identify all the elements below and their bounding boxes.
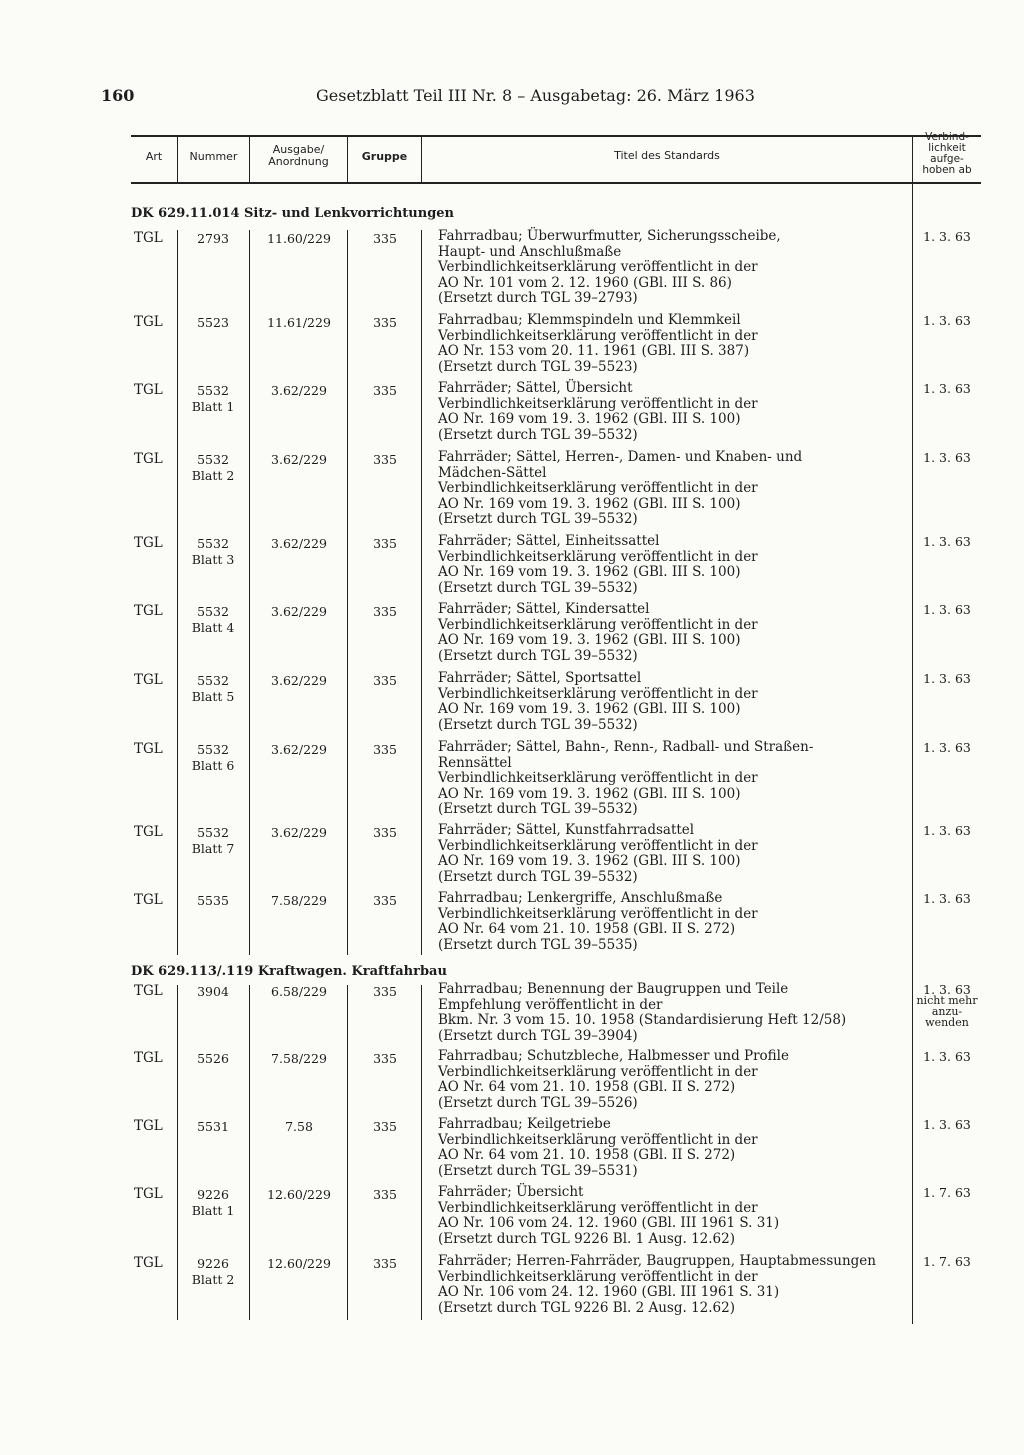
verb-date: 1. 3. 63 — [923, 823, 971, 838]
nummer-value: 2793 — [197, 231, 229, 246]
nummer-value: 5532 — [197, 383, 229, 398]
title-line: Fahrräder; Sättel, Herren-, Damen- und Knaben- und — [438, 449, 803, 465]
title-line: (Ersetzt durch TGL 39–5531) — [438, 1162, 638, 1179]
title-line: (Ersetzt durch TGL 39–5532) — [438, 868, 638, 885]
nummer-value: 9226 — [197, 1187, 229, 1202]
verbindlichkeit-cell — [912, 673, 982, 684]
blatt-value: Blatt 2 — [191, 1272, 235, 1287]
title-cell — [438, 891, 910, 953]
title-line: Fahrräder; Sättel, Übersicht — [438, 380, 633, 396]
gruppe-cell: 335 — [373, 893, 397, 908]
title-line: AO Nr. 169 vom 19. 3. 1962 (GBl. III S. 100) — [438, 632, 741, 649]
nummer-value: 5523 — [197, 315, 229, 330]
title-line: Fahrradbau; Benennung der Baugruppen und Teile — [438, 981, 789, 997]
ausgabe-cell: 7.58/229 — [271, 893, 327, 908]
ausgabe-cell: 3.62/229 — [271, 673, 327, 688]
title-line: Verbindlichkeitserklärung veröffentlicht in der — [438, 1268, 758, 1285]
nummer-cell — [180, 742, 246, 774]
title-line: Haupt- und Anschlußmaße — [438, 243, 622, 260]
title-line: AO Nr. 64 vom 21. 10. 1958 (GBl. II S. 272) — [438, 1147, 736, 1164]
verbindlichkeit-cell — [912, 984, 982, 1028]
verbindlichkeit-cell — [912, 231, 982, 242]
verb-date: 1. 3. 63 — [923, 982, 971, 997]
gruppe-cell: 335 — [373, 604, 397, 619]
title-line: (Ersetzt durch TGL 39–5532) — [438, 801, 638, 818]
title-cell — [438, 1117, 910, 1179]
verb-date: 1. 3. 63 — [923, 450, 971, 465]
verb-note: anzu- — [931, 1005, 963, 1018]
ausgabe-cell: 12.60/229 — [267, 1256, 331, 1271]
nummer-value: 5532 — [197, 604, 229, 619]
nummer-value: 3904 — [197, 984, 229, 999]
art-cell: TGL — [134, 1186, 163, 1202]
blatt-value: Blatt 6 — [191, 758, 235, 773]
gruppe-cell: 335 — [373, 742, 397, 757]
art-cell: TGL — [134, 535, 163, 551]
verbindlichkeit-cell — [912, 604, 982, 615]
verbindlichkeit-cell — [912, 742, 982, 753]
title-line: (Ersetzt durch TGL 39–2793) — [438, 290, 638, 307]
art-cell: TGL — [134, 451, 163, 467]
verbindlichkeit-cell — [912, 825, 982, 836]
page-number: 160 — [101, 86, 135, 105]
col-header-verb-line: aufge- — [930, 153, 964, 165]
body-divider — [249, 230, 250, 955]
title-line: Empfehlung veröffentlicht in der — [438, 996, 663, 1013]
verb-date: 1. 3. 63 — [923, 1117, 971, 1132]
col-header-verbindlichkeit — [913, 132, 981, 176]
art-cell: TGL — [134, 230, 163, 246]
title-line: Fahrräder; Sättel, Kunstfahrradsattel — [438, 822, 695, 838]
gruppe-cell: 335 — [373, 452, 397, 467]
title-line: AO Nr. 106 vom 24. 12. 1960 (GBl. III 1961 S. 31) — [438, 1215, 780, 1232]
title-line: Verbindlichkeitserklärung veröffentlicht in der — [438, 395, 758, 412]
section-heading: DK 629.113/.119 Kraftwagen. Kraftfahrbau — [131, 964, 447, 979]
title-line: Fahrradbau; Keilgetriebe — [438, 1116, 611, 1132]
title-cell — [438, 450, 910, 528]
blatt-value: Blatt 1 — [191, 1203, 235, 1218]
verb-date: 1. 3. 63 — [923, 1049, 971, 1064]
art-cell: TGL — [134, 983, 163, 999]
title-cell — [438, 313, 910, 375]
section-heading: DK 629.11.014 Sitz- und Lenkvorrichtungen — [131, 206, 455, 221]
art-cell: TGL — [134, 741, 163, 757]
gruppe-cell: 335 — [373, 231, 397, 246]
title-line: (Ersetzt durch TGL 39–5526) — [438, 1094, 638, 1111]
col-header-verb-line: lichkeit — [928, 142, 966, 154]
body-divider — [421, 230, 422, 955]
ausgabe-cell: 6.58/229 — [271, 984, 327, 999]
verbindlichkeit-cell — [912, 1187, 982, 1198]
verb-date: 1. 3. 63 — [923, 229, 971, 244]
art-cell: TGL — [134, 672, 163, 688]
title-cell — [438, 229, 910, 307]
nummer-value: 5532 — [197, 452, 229, 467]
col-header-ausgabe-line: Anordnung — [268, 155, 329, 168]
nummer-value: 5532 — [197, 536, 229, 551]
title-line: AO Nr. 64 vom 21. 10. 1958 (GBl. II S. 272) — [438, 921, 736, 938]
nummer-value: 5532 — [197, 825, 229, 840]
gruppe-cell: 335 — [373, 825, 397, 840]
title-line: Verbindlichkeitserklärung veröffentlicht in der — [438, 905, 758, 922]
title-line: AO Nr. 169 vom 19. 3. 1962 (GBl. III S. 100) — [438, 495, 741, 512]
title-line: (Ersetzt durch TGL 39–5535) — [438, 936, 638, 953]
art-cell: TGL — [134, 603, 163, 619]
title-line: (Ersetzt durch TGL 39–5532) — [438, 511, 638, 528]
title-cell — [438, 671, 910, 733]
title-line: AO Nr. 106 vom 24. 12. 1960 (GBl. III 1961 S. 31) — [438, 1284, 780, 1301]
title-cell — [438, 1254, 910, 1316]
body-divider — [177, 230, 178, 955]
gruppe-cell: 335 — [373, 1051, 397, 1066]
body-divider — [421, 985, 422, 1320]
title-cell — [438, 740, 910, 818]
nummer-value: 5526 — [197, 1051, 229, 1066]
gruppe-cell: 335 — [373, 536, 397, 551]
col-header-gruppe: Gruppe — [361, 150, 408, 163]
title-line: Verbindlichkeitserklärung veröffentlicht in der — [438, 1199, 758, 1216]
nummer-cell — [180, 1051, 246, 1067]
verb-date: 1. 7. 63 — [923, 1254, 971, 1269]
table-top-rule — [131, 135, 981, 137]
blatt-value: Blatt 4 — [191, 620, 235, 635]
running-title: Gesetzblatt Teil III Nr. 8 – Ausgabetag: 26. März 1963 — [316, 86, 755, 105]
title-line: Verbindlichkeitserklärung veröffentlicht in der — [438, 770, 758, 787]
ausgabe-cell: 3.62/229 — [271, 742, 327, 757]
ausgabe-cell: 7.58/229 — [271, 1051, 327, 1066]
art-cell: TGL — [134, 892, 163, 908]
nummer-value: 5532 — [197, 742, 229, 757]
title-line: Fahrräder; Sättel, Sportsattel — [438, 670, 642, 686]
title-line: AO Nr. 64 vom 21. 10. 1958 (GBl. II S. 272) — [438, 1079, 736, 1096]
title-line: Verbindlichkeitserklärung veröffentlicht in der — [438, 327, 758, 344]
col-header-ausgabe-line: Ausgabe/ — [272, 143, 325, 156]
ausgabe-cell: 11.61/229 — [267, 315, 331, 330]
verb-date: 1. 3. 63 — [923, 891, 971, 906]
verbindlichkeit-cell — [912, 383, 982, 394]
nummer-cell — [180, 231, 246, 247]
title-line: AO Nr. 169 vom 19. 3. 1962 (GBl. III S. 100) — [438, 411, 741, 428]
art-cell: TGL — [134, 1050, 163, 1066]
title-line: Fahrräder; Sättel, Bahn-, Renn-, Radball- und Straßen- — [438, 739, 814, 755]
title-line: Bkm. Nr. 3 vom 15. 10. 1958 (Standardisierung Heft 12/58) — [438, 1012, 847, 1029]
title-line: (Ersetzt durch TGL 39–5532) — [438, 579, 638, 596]
title-line: Fahrräder; Übersicht — [438, 1184, 584, 1200]
art-cell: TGL — [134, 1255, 163, 1271]
verb-date: 1. 3. 63 — [923, 740, 971, 755]
title-line: Rennsättel — [438, 754, 512, 771]
title-cell — [438, 982, 910, 1044]
title-line: Verbindlichkeitserklärung veröffentlicht in der — [438, 548, 758, 565]
col-header-titel: Titel des Standards — [614, 149, 720, 162]
ausgabe-cell: 3.62/229 — [271, 825, 327, 840]
nummer-cell — [180, 452, 246, 484]
verb-date: 1. 7. 63 — [923, 1185, 971, 1200]
ausgabe-cell: 12.60/229 — [267, 1187, 331, 1202]
col-header-art: Art — [145, 150, 163, 163]
title-line: AO Nr. 169 vom 19. 3. 1962 (GBl. III S. 100) — [438, 701, 741, 718]
title-line: Fahrradbau; Überwurfmutter, Sicherungsscheibe, — [438, 228, 781, 244]
blatt-value: Blatt 2 — [191, 468, 235, 483]
gruppe-cell: 335 — [373, 1119, 397, 1134]
ausgabe-cell: 3.62/229 — [271, 452, 327, 467]
title-cell — [438, 1049, 910, 1111]
art-cell: TGL — [134, 1118, 163, 1134]
title-line: Verbindlichkeitserklärung veröffentlicht in der — [438, 837, 758, 854]
title-cell — [438, 534, 910, 596]
verbindlichkeit-cell — [912, 1051, 982, 1062]
nummer-cell — [180, 536, 246, 568]
title-line: AO Nr. 169 vom 19. 3. 1962 (GBl. III S. 100) — [438, 853, 741, 870]
title-line: (Ersetzt durch TGL 39–5523) — [438, 358, 638, 375]
title-cell — [438, 1185, 910, 1247]
verbindlichkeit-cell — [912, 536, 982, 547]
table-header-rule — [131, 182, 981, 184]
ausgabe-cell: 11.60/229 — [267, 231, 331, 246]
blatt-value: Blatt 7 — [191, 841, 235, 856]
verb-column-divider — [912, 184, 913, 1324]
title-line: Verbindlichkeitserklärung veröffentlicht in der — [438, 1063, 758, 1080]
nummer-value: 5532 — [197, 673, 229, 688]
title-line: AO Nr. 169 vom 19. 3. 1962 (GBl. III S. 100) — [438, 785, 741, 802]
title-line: Mädchen-Sättel — [438, 464, 547, 481]
verb-date: 1. 3. 63 — [923, 534, 971, 549]
verbindlichkeit-cell — [912, 1256, 982, 1267]
title-line: (Ersetzt durch TGL 39–3904) — [438, 1027, 638, 1044]
verb-note: nicht mehr — [916, 994, 978, 1007]
blatt-value: Blatt 1 — [191, 399, 235, 414]
verbindlichkeit-cell — [912, 1119, 982, 1130]
nummer-value: 5535 — [197, 893, 229, 908]
verb-date: 1. 3. 63 — [923, 602, 971, 617]
title-line: Fahrradbau; Klemmspindeln und Klemmkeil — [438, 312, 741, 328]
title-line: Verbindlichkeitserklärung veröffentlicht in der — [438, 1131, 758, 1148]
col-header-ausgabe — [250, 144, 347, 168]
ausgabe-cell: 7.58 — [285, 1119, 313, 1134]
title-cell — [438, 602, 910, 664]
nummer-cell — [180, 604, 246, 636]
verb-note: wenden — [925, 1016, 969, 1029]
title-line: AO Nr. 101 vom 2. 12. 1960 (GBl. III S. 86) — [438, 274, 732, 291]
title-line: (Ersetzt durch TGL 9226 Bl. 2 Ausg. 12.62) — [438, 1299, 735, 1316]
art-cell: TGL — [134, 382, 163, 398]
title-line: (Ersetzt durch TGL 39–5532) — [438, 716, 638, 733]
title-line: (Ersetzt durch TGL 39–5532) — [438, 426, 638, 443]
title-line: Fahrradbau; Schutzbleche, Halbmesser und Profile — [438, 1048, 789, 1064]
art-cell: TGL — [134, 824, 163, 840]
title-line: Verbindlichkeitserklärung veröffentlicht in der — [438, 480, 758, 497]
title-cell — [438, 823, 910, 885]
blatt-value: Blatt 3 — [191, 552, 235, 567]
title-line: Fahrräder; Herren-Fahrräder, Baugruppen, Hauptabmessungen — [438, 1253, 876, 1269]
title-line: Fahrradbau; Lenkergriffe, Anschlußmaße — [438, 890, 723, 906]
title-line: Verbindlichkeitserklärung veröffentlicht in der — [438, 685, 758, 702]
nummer-cell — [180, 673, 246, 705]
body-divider — [177, 985, 178, 1320]
nummer-cell — [180, 984, 246, 1000]
verbindlichkeit-cell — [912, 452, 982, 463]
nummer-cell — [180, 1256, 246, 1288]
title-line: Verbindlichkeitserklärung veröffentlicht in der — [438, 259, 758, 276]
body-divider — [347, 230, 348, 955]
col-header-verb-line: Verbind- — [925, 131, 969, 143]
verbindlichkeit-cell — [912, 315, 982, 326]
gruppe-cell: 335 — [373, 383, 397, 398]
gruppe-cell: 335 — [373, 1187, 397, 1202]
title-line: (Ersetzt durch TGL 9226 Bl. 1 Ausg. 12.62) — [438, 1230, 735, 1247]
title-cell — [438, 381, 910, 443]
nummer-cell — [180, 383, 246, 415]
body-divider — [249, 985, 250, 1320]
nummer-value: 9226 — [197, 1256, 229, 1271]
body-divider — [347, 985, 348, 1320]
ausgabe-cell: 3.62/229 — [271, 536, 327, 551]
gruppe-cell: 335 — [373, 673, 397, 688]
title-line: Fahrräder; Sättel, Einheitssattel — [438, 533, 660, 549]
title-line: AO Nr. 169 vom 19. 3. 1962 (GBl. III S. 100) — [438, 564, 741, 581]
col-header-nummer: Nummer — [189, 150, 238, 163]
col-header-verb-line: hoben ab — [922, 164, 972, 176]
nummer-cell — [180, 1119, 246, 1135]
gruppe-cell: 335 — [373, 315, 397, 330]
ausgabe-cell: 3.62/229 — [271, 383, 327, 398]
title-line: Verbindlichkeitserklärung veröffentlicht in der — [438, 616, 758, 633]
title-line: Fahrräder; Sättel, Kindersattel — [438, 601, 650, 617]
gruppe-cell: 335 — [373, 984, 397, 999]
title-line: AO Nr. 153 vom 20. 11. 1961 (GBl. III S. 387) — [438, 343, 750, 360]
verb-date: 1. 3. 63 — [923, 671, 971, 686]
nummer-cell — [180, 315, 246, 331]
blatt-value: Blatt 5 — [191, 689, 235, 704]
art-cell: TGL — [134, 314, 163, 330]
nummer-cell — [180, 1187, 246, 1219]
nummer-cell — [180, 893, 246, 909]
verbindlichkeit-cell — [912, 893, 982, 904]
verb-date: 1. 3. 63 — [923, 381, 971, 396]
nummer-value: 5531 — [197, 1119, 229, 1134]
verb-date: 1. 3. 63 — [923, 313, 971, 328]
ausgabe-cell: 3.62/229 — [271, 604, 327, 619]
gruppe-cell: 335 — [373, 1256, 397, 1271]
nummer-cell — [180, 825, 246, 857]
title-line: (Ersetzt durch TGL 39–5532) — [438, 647, 638, 664]
